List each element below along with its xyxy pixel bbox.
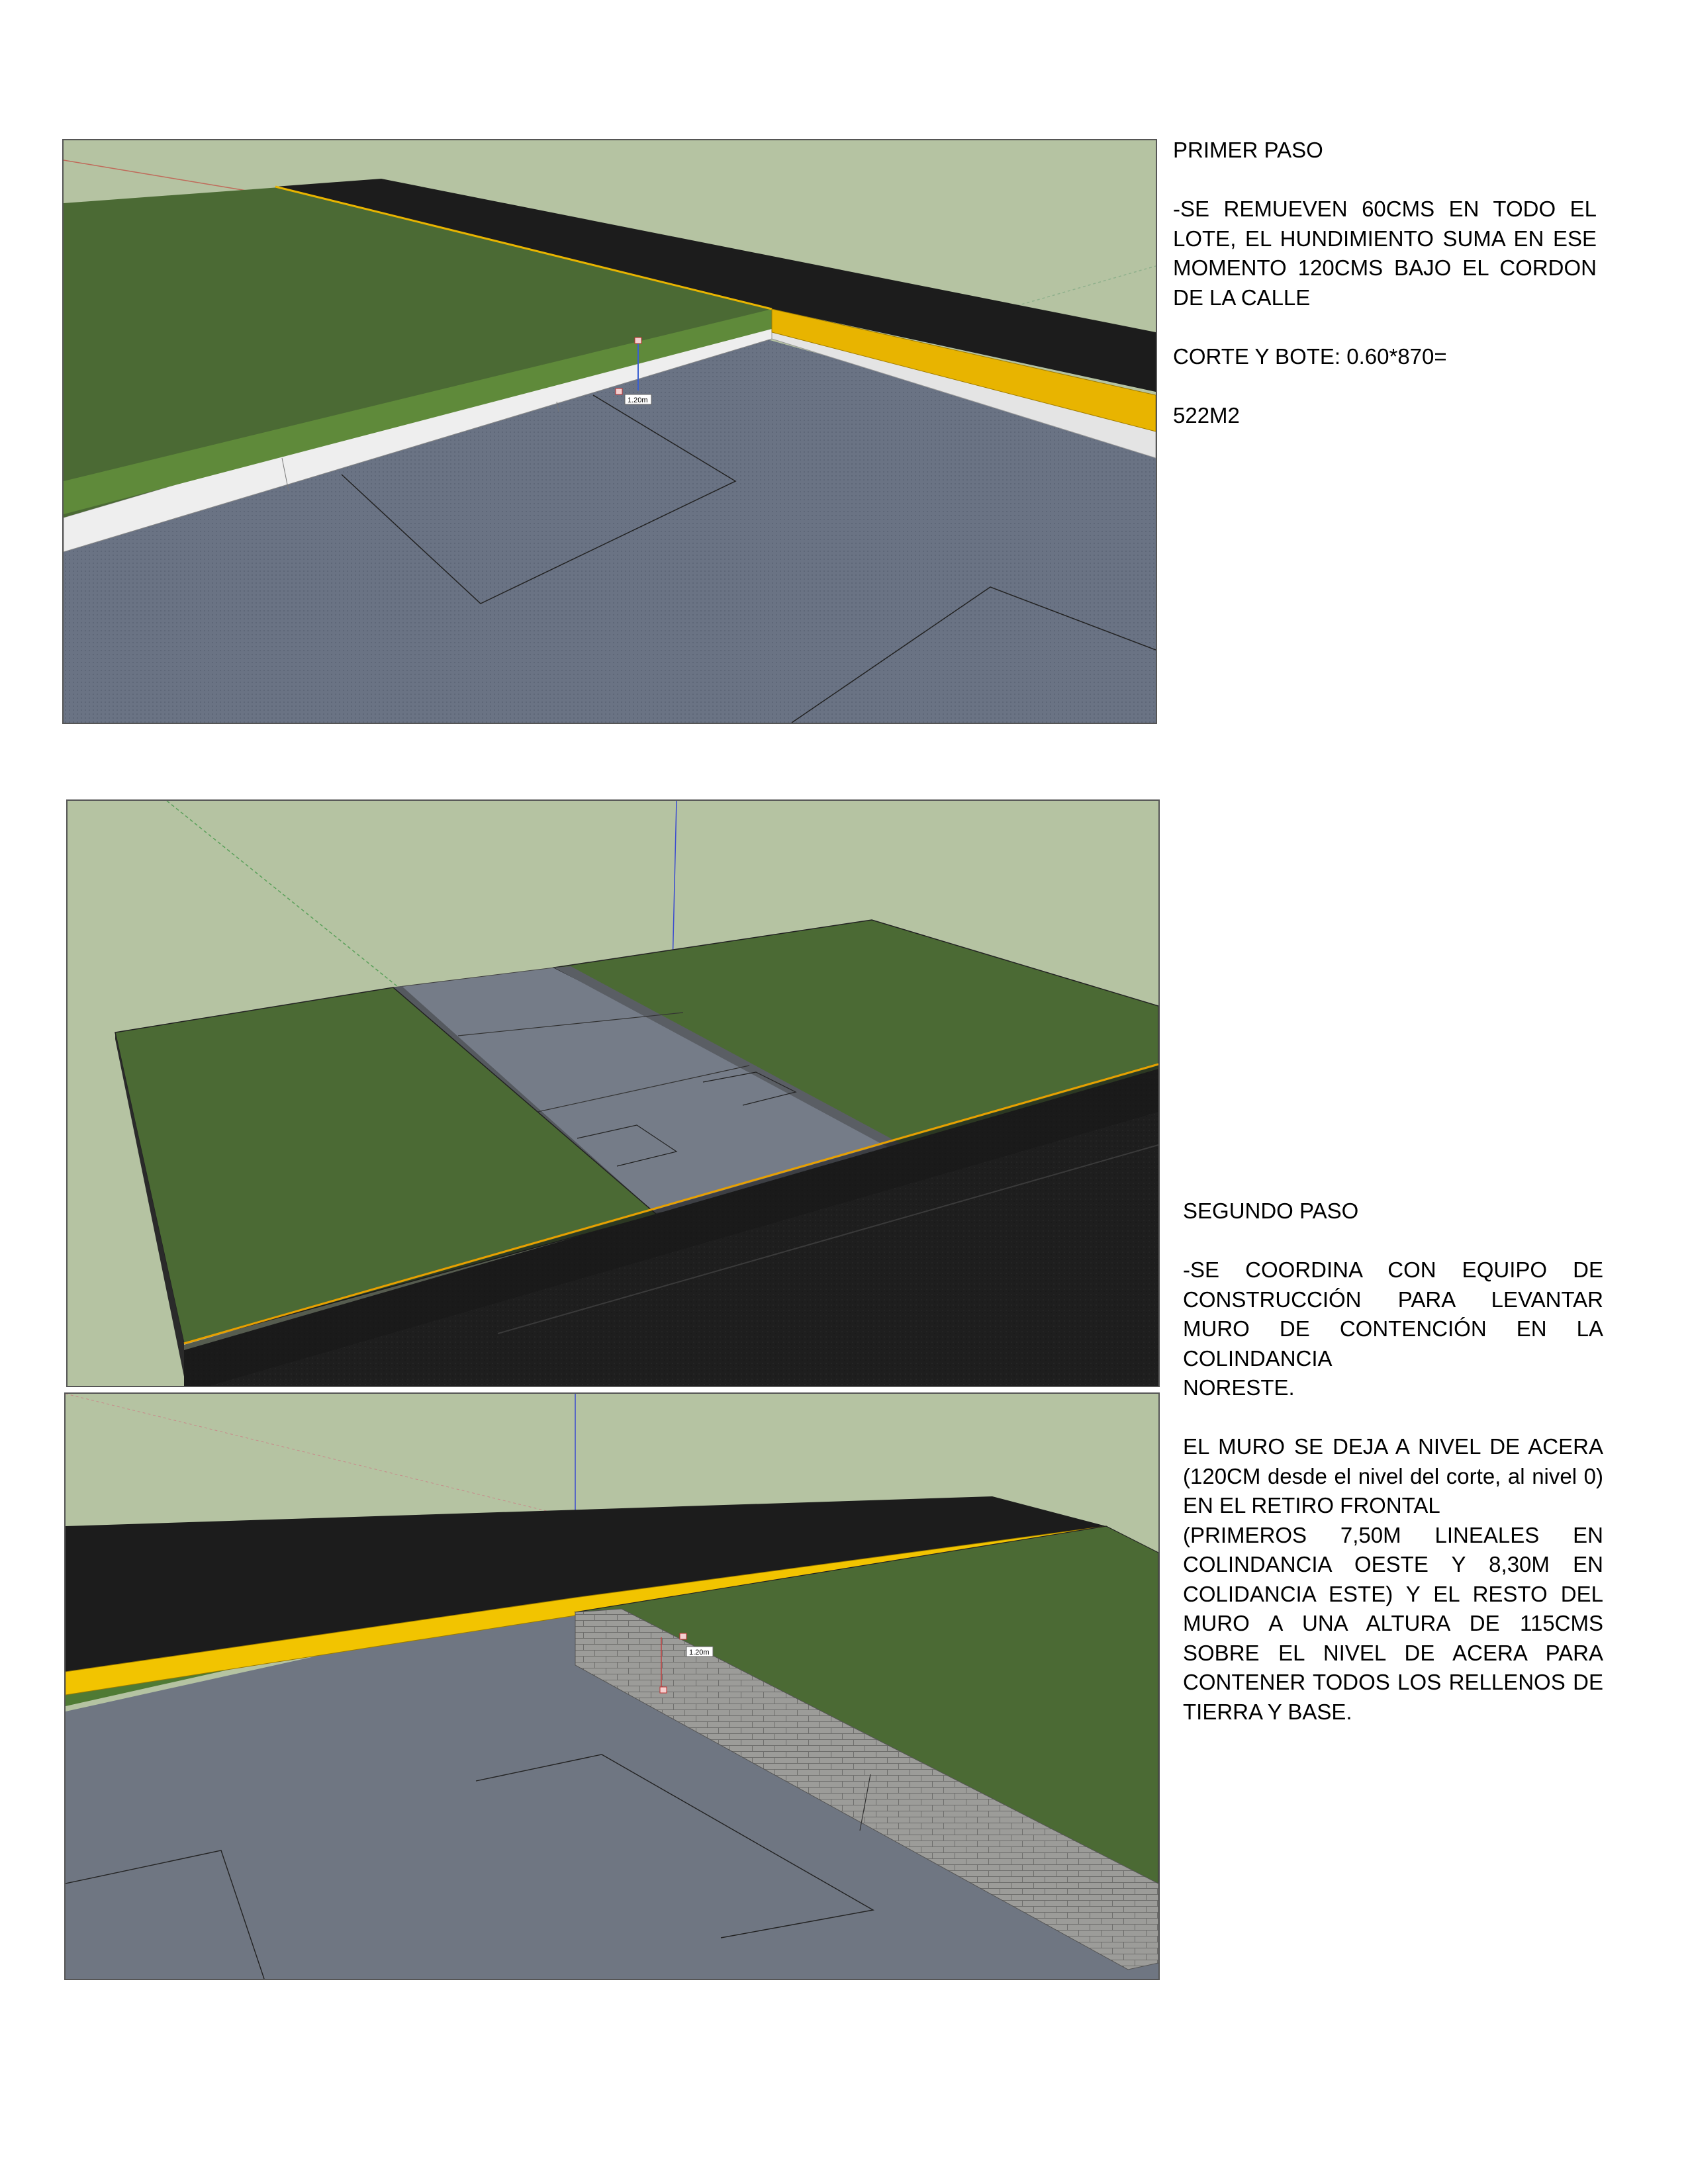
step-2-paragraph: -SE COORDINA CON EQUIPO DE CONSTRUCCIÓN PARA LEVANTAR MURO DE CONTENCIÓN EN LA COLINDANCIA — [1183, 1257, 1603, 1371]
render-step-1 — [62, 139, 1157, 724]
dimension-label-1: 1.20m — [628, 396, 648, 404]
dimension-label-2: 1.20m — [689, 1649, 710, 1657]
step-2-wall-b: (PRIMEROS 7,50M LINEALES EN COLINDANCIA OESTE Y 8,30M EN COLIDANCIA ESTE) Y EL RESTO DEL MURO A UNA ALTURA DE 115CMS SOBRE EL NIVEL DE ACERA PARA CONTENER TODOS LOS RELLENOS DE TIERRA Y BASE. — [1183, 1522, 1603, 1724]
step-2-title: SEGUNDO PASO — [1183, 1199, 1359, 1223]
render-step-2b — [64, 1392, 1160, 1980]
step-1-paragraph: -SE REMUEVEN 60CMS EN TODO EL LOTE, EL HUNDIMIENTO SUMA EN ESE MOMENTO 120CMS BAJO EL CORDON DE LA CALLE — [1173, 197, 1597, 310]
step-2-text — [1183, 1197, 1603, 1727]
excavation-render-1 — [64, 140, 1156, 723]
step-2-wall-a: EL MURO SE DEJA A NIVEL DE ACERA (120CM desde el nivel del corte, al nivel 0) EN EL RETIRO FRONTAL — [1183, 1434, 1603, 1518]
step-1-text — [1173, 136, 1597, 430]
render-step-2a — [66, 799, 1160, 1387]
step-1-calc: CORTE Y BOTE: 0.60*870= — [1173, 343, 1447, 369]
step-1-result: 522M2 — [1173, 402, 1240, 428]
step-1-title: PRIMER PASO — [1173, 138, 1323, 162]
step-2-paragraph-end: NORESTE. — [1183, 1375, 1295, 1400]
retaining-wall-render — [66, 1394, 1158, 1979]
trench-render — [68, 801, 1158, 1386]
